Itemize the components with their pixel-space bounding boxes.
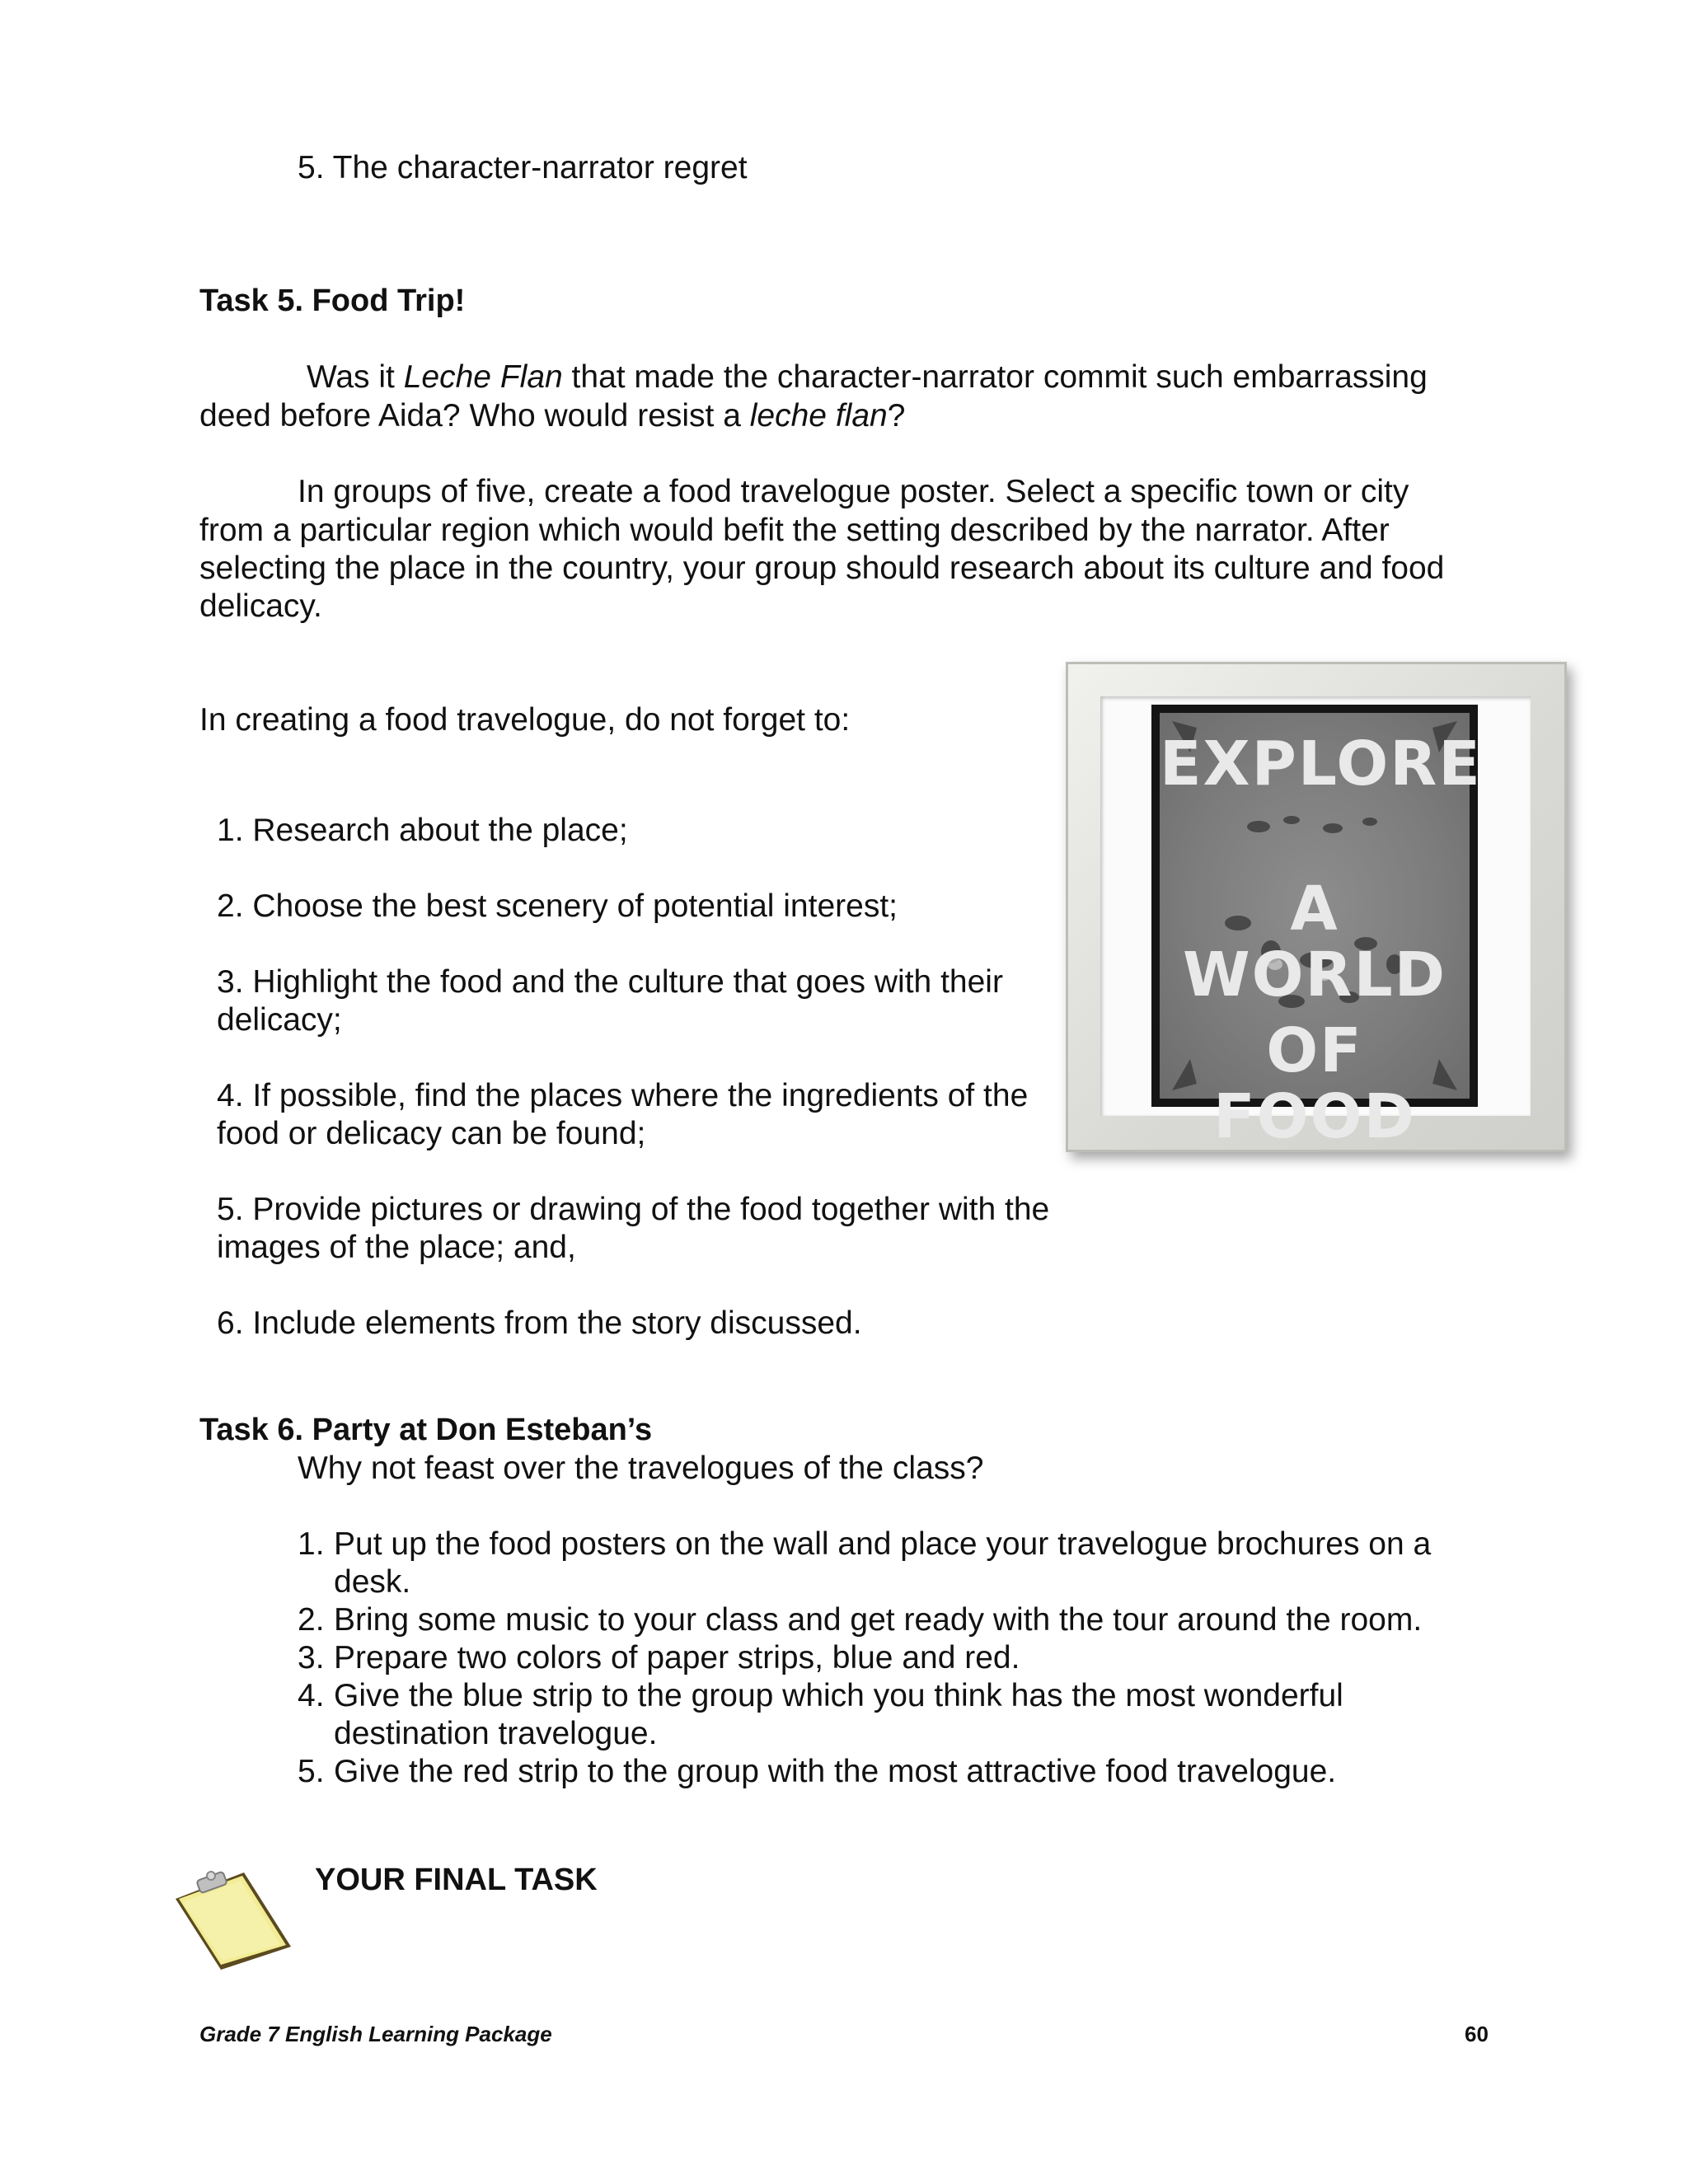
poster-artwork: [1160, 713, 1482, 1152]
task5-item-6: 6. Include elements from the story discussed.: [217, 1305, 862, 1341]
list-text: Prepare two colors of paper strips, blue and red.: [334, 1640, 1020, 1675]
text-run: deed before Aida? Who would resist a: [199, 398, 750, 434]
task5-item-5-line1: 5. Provide pictures or drawing of the food together with the: [217, 1192, 1050, 1227]
poster-word-3: OF FOOD: [1213, 1015, 1416, 1152]
task5-item-5-line2: images of the place; and,: [217, 1230, 576, 1265]
task5-paragraph1-line2: [199, 396, 905, 435]
poster-picture-frame: [1066, 662, 1567, 1152]
list-number: 4.: [298, 1678, 325, 1713]
text-run-italic: leche flan: [749, 398, 888, 434]
explore-a-world-of-food-poster: [1151, 705, 1482, 1152]
task6-item-4-line2: destination travelogue.: [334, 1716, 658, 1751]
task6-item-5: [298, 1752, 1336, 1791]
task6-item-3: [298, 1638, 1020, 1677]
task5-item-3-line1: 3. Highlight the food and the culture that goes with their: [217, 964, 1003, 1000]
poster-word-1: EXPLORE: [1160, 729, 1482, 799]
task5-paragraph2-line2: from a particular region which would befit the setting described by the narrator. After: [199, 513, 1390, 548]
list-number: 2.: [298, 1602, 325, 1638]
list-number: 3.: [298, 1640, 325, 1675]
task6-item-1-line2: desk.: [334, 1564, 411, 1600]
task5-intro: In creating a food travelogue, do not forget to:: [199, 702, 851, 738]
poster-word-2: A WORLD: [1182, 874, 1447, 1010]
task5-paragraph2-line1: In groups of five, create a food travelogue poster. Select a specific town or city: [298, 474, 1409, 509]
task6-item-2: [298, 1601, 1422, 1639]
list-text: Give the blue strip to the group which you think has the most wonderful: [334, 1678, 1343, 1713]
task5-paragraph1-line1: [307, 358, 1428, 396]
footer-title: Grade 7 English Learning Package: [199, 2022, 552, 2046]
task5-heading: Task 5. Food Trip!: [199, 284, 466, 318]
task6-heading: Task 6. Party at Don Esteban’s: [199, 1413, 653, 1447]
task6-item-4: [298, 1676, 1343, 1715]
task5-item-2: 2. Choose the best scenery of potential interest;: [217, 888, 898, 924]
task6-intro: Why not feast over the travelogues of the class?: [298, 1451, 984, 1486]
clipboard-icon: [171, 1864, 295, 1971]
task5-item-4-line2: food or delicacy can be found;: [217, 1116, 646, 1151]
text-run: Was it: [307, 359, 404, 395]
task5-item-1: 1. Research about the place;: [217, 813, 628, 848]
top-list-item: 5. The character-narrator regret: [298, 150, 748, 185]
text-run-italic: Leche Flan: [403, 359, 563, 395]
task6-item-1: [298, 1525, 1431, 1563]
final-task-heading: YOUR FINAL TASK: [315, 1863, 598, 1897]
page-number: 60: [1465, 2022, 1489, 2046]
task5-paragraph2-line4: delicacy.: [199, 588, 322, 624]
poster-mat: [1100, 696, 1531, 1152]
list-text: Give the red strip to the group with the most attractive food travelogue.: [334, 1754, 1337, 1789]
text-run: that made the character-narrator commit such embarrassing: [562, 359, 1428, 395]
task5-item-4-line1: 4. If possible, find the places where the ingredients of the: [217, 1078, 1029, 1113]
list-text: Put up the food posters on the wall and place your travelogue brochures on a: [334, 1526, 1432, 1562]
task5-item-3-line2: delicacy;: [217, 1002, 342, 1038]
list-number: 5.: [298, 1754, 325, 1789]
list-number: 1.: [298, 1526, 325, 1562]
list-text: Bring some music to your class and get ready with the tour around the room.: [334, 1602, 1423, 1638]
task5-paragraph2-line3: selecting the place in the country, your group should research about its culture and food: [199, 551, 1445, 586]
text-run: ?: [887, 398, 906, 434]
